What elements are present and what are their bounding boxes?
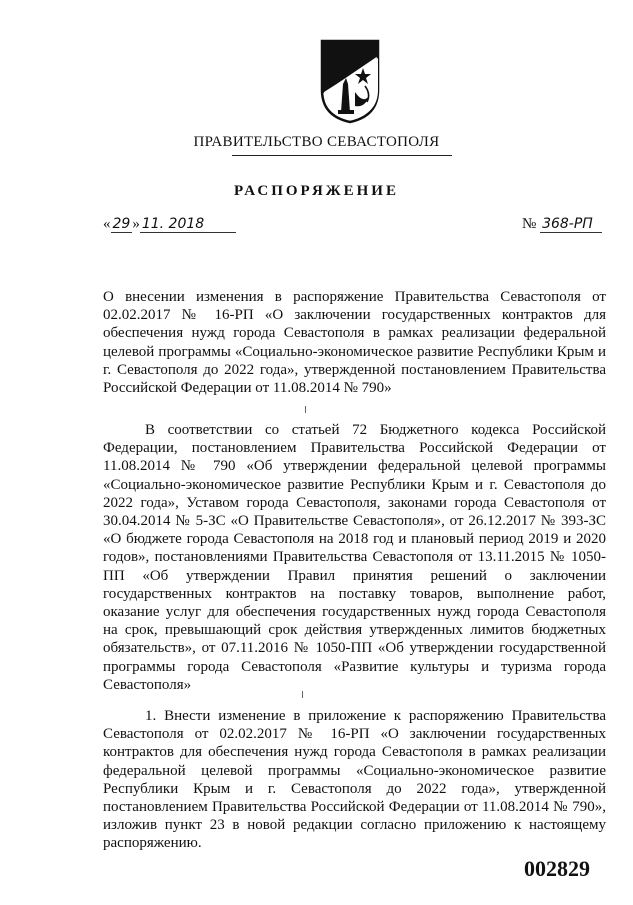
date-month-year: 11. 2018 (140, 216, 236, 233)
document-date (103, 216, 236, 233)
document-number (522, 216, 602, 233)
preamble-paragraph: В соответствии со статьей 72 Бюджетного кодекса Российской Федерации, постановлением Правительства Российской Федерации от 11.08.2014 № 790 «Об утверждении федеральной целевой программы «Социально-экономическое развитие Республики Крым и г. Севастополя до 2022 года», Уставом города Севастополя, законами города Севастополя от 30.04.2014 № 5-ЗС «О Правительстве Севастополя», от 26.12.2017 № 393-ЗС «О бюджете города Севастополя на 2018 год и плановый период 2019 и 2020 годов», постановлениями Правительства Севастополя от 13.11.2015 № 1050-ПП «Об утверждении Правил принятия решений о заключении государственных контрактов на поставку товаров, выполнение работ, оказание услуг для обеспечения государственных нужд города Севастополя на срок, превышающий срок действия утвержденных лимитов бюджетных обязательств», от 07.11.2016 № 1050-ПП «Об утверждении государственной программы города Севастополя «Развитие культуры и туризма города Севастополя» (103, 422, 606, 693)
date-close-quote: » (132, 216, 140, 232)
number-value: 368-РП (540, 216, 602, 233)
sevastopol-coat-of-arms-icon (319, 38, 381, 124)
number-sign: № (522, 216, 537, 232)
header-divider (232, 155, 452, 156)
scan-mark (302, 691, 303, 698)
item-1-paragraph: 1. Внести изменение в приложение к распоряжению Правительства Севастополя от 02.02.2017 № 16-РП «О заключении государственных контрактов для обеспечения нужд города Севастополя в рамках реализации федеральной целевой программы «Социально-экономическое развитие Республики Крым и г. Севастополя до 2022 года», утвержденной постановлением Правительства Российской Федерации от 11.08.2014 № 790», изложив пункт 23 в новой редакции согласно приложению к настоящему распоряжению. (103, 708, 606, 852)
government-name: ПРАВИТЕЛЬСТВО СЕВАСТОПОЛЯ (193, 134, 440, 150)
document-subject: О внесении изменения в распоряжение Правительства Севастополя от 02.02.2017 № 16-РП «О заключении государственных контрактов для обеспечения нужд города Севастополя в рамках реализации федеральной целевой программы «Социально-экономическое развитие Республики Крым и г. Севастополя до 2022 года», утвержденной постановлением Правительства Российской Федерации от 11.08.2014 № 790» (103, 289, 606, 397)
document-type-title: РАСПОРЯЖЕНИЕ (234, 183, 399, 199)
scan-mark (305, 406, 306, 413)
date-open-quote: « (103, 216, 111, 232)
date-day: 29 (112, 216, 131, 232)
registration-stamp-number: 002829 (524, 856, 590, 881)
